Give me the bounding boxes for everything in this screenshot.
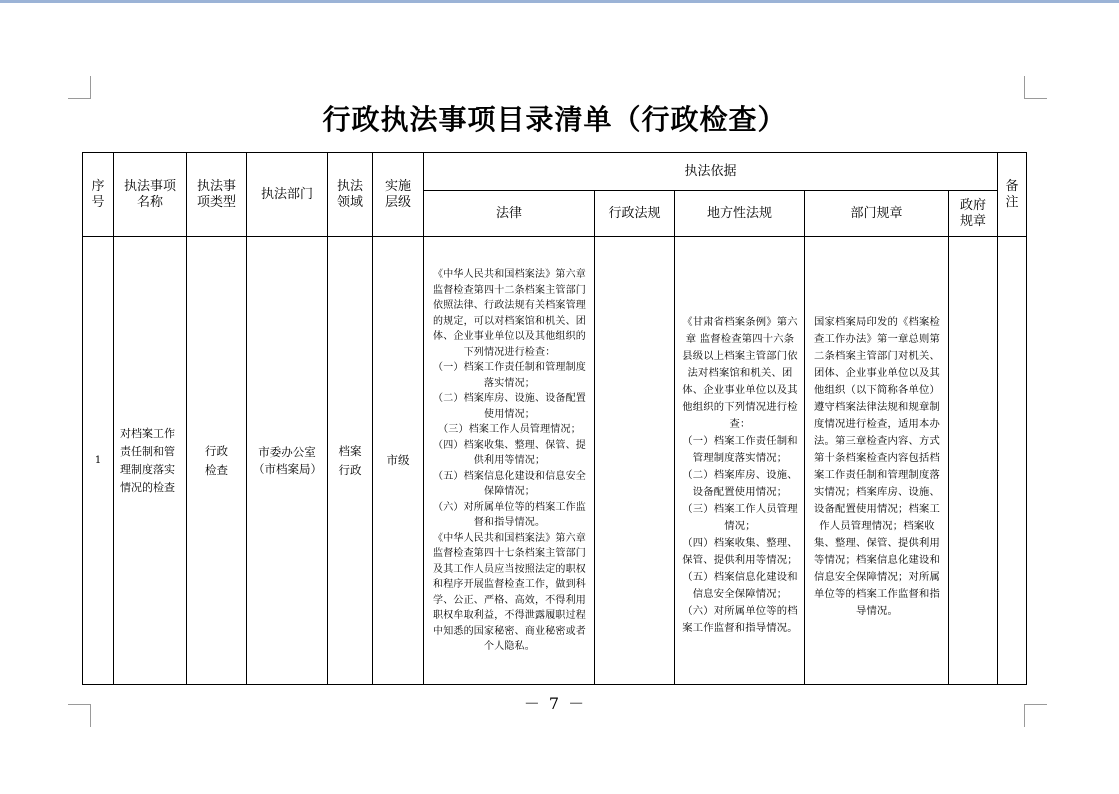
cell-name: 对档案工作责任制和管理制度落实情况的检查 — [114, 237, 187, 685]
cell-field: 档案行政 — [328, 237, 373, 685]
document-title: 行政执法事项目录清单（行政检查） — [322, 103, 787, 136]
crop-mark-top-right — [1024, 76, 1047, 99]
header-name: 执法事项名称 — [114, 153, 187, 237]
cell-level: 市级 — [373, 237, 424, 685]
page-number: － 7 － — [523, 694, 587, 713]
header-seq: 序号 — [83, 153, 114, 237]
crop-mark-top-left — [68, 76, 91, 99]
header-law: 法律 — [424, 191, 595, 237]
enforcement-table — [82, 152, 1027, 685]
header-gov-rule: 政府规章 — [949, 191, 998, 237]
header-dept: 执法部门 — [247, 153, 328, 237]
header-level: 实施层级 — [373, 153, 424, 237]
header-admin-reg: 行政法规 — [595, 191, 675, 237]
cell-gov-rule — [949, 237, 998, 685]
cell-law — [424, 237, 595, 685]
local-reg-paragraph: 《甘肃省档案条例》第六章 监督检查第四十六条 县级以上档案主管部门依法对档案馆和机关、团体、企业事业单位以及其他组织的下列情况进行检查： — [682, 316, 798, 430]
local-reg-paragraph: （五）档案信息化建设和信息安全保障情况； — [682, 571, 798, 600]
header-field: 执法领域 — [328, 153, 373, 237]
local-reg-paragraph: （二）档案库房、设施、设备配置使用情况； — [682, 469, 798, 498]
local-reg-paragraph: （三）档案工作人员管理情况； — [682, 503, 798, 532]
window-top-border — [0, 0, 1119, 3]
table-row — [83, 237, 1027, 685]
law-paragraph: （三）档案工作人员管理情况； — [438, 424, 581, 436]
local-reg-paragraph: （六）对所属单位等的档案工作监督和指导情况。 — [682, 605, 798, 634]
law-paragraph: （六）对所属单位等的档案工作监督和指导情况。 — [433, 501, 586, 529]
law-paragraph: （二）档案库房、设施、设备配置使用情况； — [433, 393, 586, 420]
cell-dept-rule — [805, 237, 949, 685]
law-paragraph: （一）档案工作责任制和管理制度落实情况； — [433, 362, 586, 389]
cell-dept: 市委办公室（市档案局） — [247, 237, 328, 685]
cell-local-reg — [675, 237, 805, 685]
law-paragraph: 《中华人民共和国档案法》第六章监督检查第四十七条档案主管部门及其工作人员应当按照法定的职权和程序开展监督检查工作，做到科学、公正、严格、高效，不得利用职权牟取利益，不得泄露履职过程中知悉的国家秘密、商业秘密或者个人隐私。 — [433, 532, 586, 653]
crop-mark-bottom-right — [1024, 704, 1047, 727]
cell-type: 行政检查 — [187, 237, 247, 685]
header-type: 执法事项类型 — [187, 153, 247, 237]
cell-admin-reg — [595, 237, 675, 685]
header-note: 备注 — [998, 153, 1027, 237]
crop-mark-bottom-left — [68, 704, 91, 727]
dept-rule-paragraph: 国家档案局印发的《档案检查工作办法》第一章总则第二条档案主管部门对机关、团体、企业事业单位以及其他组织（以下简称各单位）遵守档案法律法规和规章制度情况进行检查，适用本办法。第三章检查内容、方式第十条档案检查内容包括档案工作责任制和管理制度落实情况；档案库房、设施、设备配置使用情况；档案工作人员管理情况；档案收集、整理、保管、提供利用等情况；档案信息化建设和信息安全保障情况；对所属单位等的档案工作监督和指导情况。 — [814, 315, 940, 617]
header-dept-rule: 部门规章 — [805, 191, 949, 237]
law-paragraph: 《中华人民共和国档案法》第六章监督检查第四十二条档案主管部门依照法律、行政法规有关档案管理的规定，可以对档案馆和机关、团体、企业事业单位以及其他组织的下列情况进行检查： — [433, 269, 586, 358]
header-local-reg: 地方性法规 — [675, 191, 805, 237]
local-reg-paragraph: （四）档案收集、整理、保管、提供利用等情况； — [682, 537, 798, 566]
law-paragraph: （五）档案信息化建设和信息安全保障情况； — [433, 470, 586, 498]
local-reg-paragraph: （一）档案工作责任制和管理制度落实情况； — [682, 435, 798, 464]
header-basis: 执法依据 — [424, 153, 998, 191]
cell-note — [998, 237, 1027, 685]
header-row-1 — [83, 153, 1027, 191]
cell-seq: 1 — [83, 237, 114, 685]
law-paragraph: （四）档案收集、整理、保管、提供利用等情况； — [433, 439, 586, 467]
